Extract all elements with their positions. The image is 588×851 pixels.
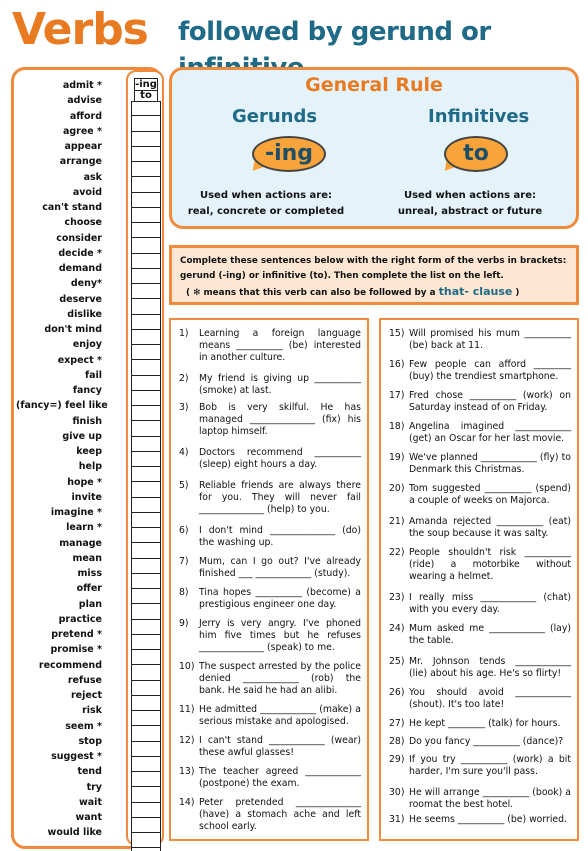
exercise-item <box>387 592 571 616</box>
verb-item: practice <box>58 613 102 625</box>
exercise-number: 24) <box>389 623 405 634</box>
exercise-item <box>177 704 361 728</box>
exercise-item <box>387 623 571 647</box>
verb-item: tend <box>77 766 102 778</box>
verb-item: arrange <box>59 156 102 168</box>
exercise-item <box>387 483 571 507</box>
exercise-sentence[interactable]: He seems __________ (be) worried. <box>409 814 568 825</box>
answer-box[interactable] <box>131 147 161 162</box>
page-subtitle: followed by gerund or <box>178 17 491 47</box>
exercise-number: 31) <box>389 814 405 825</box>
exercise-item <box>387 516 571 540</box>
exercise-item <box>387 390 571 414</box>
verb-item: decide * <box>58 247 102 259</box>
exercise-sentence[interactable]: The teacher agreed ____________ (postpone) the exam. <box>199 766 361 789</box>
exercise-sentence[interactable]: You should avoid ____________ (shout). It's too late! <box>409 687 571 710</box>
exercise-number: 17) <box>389 390 405 401</box>
answer-box[interactable] <box>131 803 161 818</box>
answer-box[interactable] <box>131 513 161 528</box>
exercise-sentence[interactable]: We've planned ____________ (fly) to Denmark this Christmas. <box>409 452 571 475</box>
verb-item: want <box>75 812 102 823</box>
answer-box[interactable] <box>131 696 161 711</box>
answer-boxes <box>131 101 161 851</box>
verb-item: choose <box>64 217 102 229</box>
answer-box[interactable] <box>131 330 161 345</box>
verb-item: deserve <box>59 293 102 305</box>
instructions-line: gerund (-ing) or infinitive (to). Then complete the list on the left. <box>180 271 504 281</box>
answer-box[interactable] <box>131 101 161 116</box>
verb-item: wait <box>79 796 102 808</box>
exercise-item <box>387 736 571 748</box>
exercise-item <box>177 402 361 438</box>
exercise-sentence[interactable]: Fred chose __________ (work) on Saturday instead of on Friday. <box>409 390 571 413</box>
answer-box[interactable] <box>131 833 161 848</box>
exercise-item <box>387 754 571 778</box>
answer-box[interactable] <box>131 604 161 619</box>
exercise-sentence[interactable]: Tom suggested __________ (spend) a couple of weeks on Majorca. <box>409 483 571 506</box>
answer-box[interactable] <box>131 345 161 360</box>
gerunds-heading: Gerunds <box>232 106 318 127</box>
answer-box[interactable] <box>131 132 161 147</box>
exercise-sentence[interactable]: Peter pretended ______________ (have) a stomach ache and left school early. <box>199 797 361 832</box>
exercise-number: 28) <box>389 736 405 747</box>
answer-box[interactable] <box>131 254 161 269</box>
exercise-sentence[interactable]: Few people can afford ________ (buy) the trendiest smartphone. <box>409 359 571 382</box>
gerund-desc-line: real, concrete or completed <box>187 206 345 217</box>
exercise-sentence[interactable]: I can't stand ____________ (wear) these awful glasses! <box>199 735 361 758</box>
answer-header <box>134 78 158 103</box>
answer-box[interactable] <box>131 665 161 680</box>
verb-item: admit * <box>62 80 102 91</box>
exercise-number: 16) <box>389 359 405 370</box>
exercise-number: 13) <box>179 766 195 777</box>
infinitive-speech-bubble: to <box>444 136 508 172</box>
exercise-item <box>177 480 361 516</box>
verb-item: finish <box>72 415 102 427</box>
verb-item: miss <box>77 568 102 579</box>
answer-box[interactable] <box>131 467 161 482</box>
note-prefix: ( ✻ means that this verb can also be followed by a <box>186 288 436 298</box>
answer-box[interactable] <box>131 543 161 558</box>
verb-item: imagine * <box>50 507 102 518</box>
exercise-sentence[interactable]: If you try __________ (work) a bit harder, I'm sure you'll pass. <box>409 754 571 777</box>
exercise-number: 25) <box>389 656 405 667</box>
exercise-sentence[interactable]: Learning a foreign language means __________ (be) interested in another culture. <box>199 328 361 363</box>
exercise-number: 20) <box>389 483 405 494</box>
general-rule-box <box>169 67 579 229</box>
exercise-item <box>387 547 571 583</box>
exercise-item <box>177 525 361 549</box>
answer-box[interactable] <box>131 193 161 208</box>
exercise-sentence[interactable]: People shouldn't risk __________ (ride) a motorbike without wearing a helmet. <box>409 547 571 582</box>
exercise-item <box>387 359 571 383</box>
verb-item: avoid <box>72 186 102 198</box>
answer-box[interactable] <box>131 406 161 421</box>
exercise-number: 7) <box>179 556 189 567</box>
answer-box[interactable] <box>131 498 161 513</box>
verb-item: deny* <box>70 278 102 290</box>
exercise-number: 19) <box>389 452 405 463</box>
verb-item: demand <box>58 263 102 274</box>
answer-box[interactable] <box>131 574 161 589</box>
verb-item: ask <box>83 171 102 183</box>
gerund-description <box>186 188 346 220</box>
exercise-item <box>387 656 571 680</box>
exercise-item <box>177 587 361 611</box>
exercise-number: 10) <box>179 661 195 672</box>
exercise-item <box>177 766 361 790</box>
exercise-sentence[interactable]: Amanda rejected __________ (eat) the soup because it was salty. <box>409 516 571 539</box>
exercise-number: 18) <box>389 421 405 432</box>
verb-item: give up <box>62 430 102 442</box>
exercise-item <box>387 687 571 711</box>
exercise-item <box>387 814 571 826</box>
verb-item: suggest * <box>51 751 102 762</box>
verb-item: hope * <box>67 476 102 488</box>
verb-item: reject <box>70 690 102 701</box>
verb-item: afford <box>69 110 102 122</box>
exercise-item <box>177 735 361 759</box>
answer-box[interactable] <box>131 391 161 406</box>
answer-box[interactable] <box>131 162 161 177</box>
answer-box[interactable] <box>131 818 161 833</box>
verb-item: recommend <box>38 659 102 671</box>
verb-item: stop <box>78 735 102 747</box>
exercise-sentence[interactable]: Do you fancy __________ (dance)? <box>409 736 564 747</box>
answer-box[interactable] <box>131 177 161 192</box>
exercise-item <box>177 661 361 697</box>
instructions-line: Complete these sentences below with the right form of the verbs in brackets: <box>180 256 567 266</box>
exercise-item <box>387 718 571 730</box>
answer-box[interactable] <box>131 787 161 802</box>
verb-item: enjoy <box>72 339 102 351</box>
gerund-speech-bubble: -ing <box>252 136 326 172</box>
exercise-item <box>387 787 571 811</box>
exercise-number: 3) <box>179 402 189 413</box>
answer-box[interactable] <box>131 650 161 665</box>
verb-item: agree * <box>62 125 102 137</box>
answer-box[interactable] <box>131 452 161 467</box>
answer-box[interactable] <box>131 238 161 253</box>
exercise-sentence[interactable]: Bob is very skilful. He has managed ______________ (fix) his laptop himself. <box>199 402 361 437</box>
gerund-desc-line: Used when actions are: <box>199 190 332 201</box>
answer-box[interactable] <box>131 421 161 436</box>
answer-box[interactable] <box>131 772 161 787</box>
exercise-column-right <box>379 318 579 841</box>
verb-item: dislike <box>67 308 102 320</box>
exercise-sentence[interactable]: He kept ________ (talk) for hours. <box>409 718 561 729</box>
exercise-sentence[interactable]: Reliable friends are always there for you. They will never fail ______________ (help) to you. <box>199 480 361 515</box>
exercise-column-left <box>169 318 369 841</box>
verb-item: can't stand <box>42 202 102 213</box>
answer-box[interactable] <box>131 726 161 741</box>
exercise-sentence[interactable]: He will arrange __________ (book) a roomat the best hotel. <box>409 787 571 810</box>
verb-item: fail <box>84 369 102 381</box>
answer-column <box>126 70 164 846</box>
answer-box[interactable] <box>131 482 161 497</box>
infinitives-heading: Infinitives <box>428 106 530 127</box>
answer-box[interactable] <box>131 635 161 650</box>
answer-box[interactable] <box>131 284 161 299</box>
exercise-sentence[interactable]: Tina hopes __________ (become) a prestigious engineer one day. <box>199 587 361 610</box>
exercise-item <box>177 373 361 397</box>
page-title: Verbs <box>12 4 148 55</box>
instructions-box <box>169 245 579 305</box>
exercise-number: 14) <box>179 797 195 808</box>
verb-item: plan <box>78 598 102 610</box>
verb-list <box>16 78 108 841</box>
exercise-sentence[interactable]: My friend is giving up __________ (smoke) at last. <box>199 373 361 396</box>
verb-item: invite <box>71 491 102 503</box>
exercise-item <box>177 328 361 364</box>
exercise-sentence[interactable]: Mum, can I go out? I've already finished ___ ____________ (study). <box>199 556 361 579</box>
answer-box[interactable] <box>131 589 161 604</box>
exercise-number: 6) <box>179 525 189 536</box>
instructions-note <box>180 284 568 301</box>
exercise-sentence[interactable]: Jerry is very angry. I've phoned him five times but he refuses ______________ (speak) to me. <box>199 618 361 653</box>
answer-box[interactable] <box>131 742 161 757</box>
verb-item: mean <box>72 552 102 564</box>
verb-item: promise * <box>50 644 102 656</box>
answer-box[interactable] <box>131 711 161 726</box>
answer-box[interactable] <box>131 528 161 543</box>
exercise-item <box>387 421 571 445</box>
exercise-item <box>387 328 571 352</box>
verb-item: refuse <box>67 674 102 686</box>
exercise-item <box>177 447 361 471</box>
exercise-number: 29) <box>389 754 405 765</box>
verb-item: appear <box>64 141 102 152</box>
answer-box[interactable] <box>131 681 161 696</box>
exercise-number: 11) <box>179 704 195 715</box>
answer-box[interactable] <box>131 315 161 330</box>
verb-item: help <box>78 461 102 473</box>
note-suffix: ) <box>512 288 520 298</box>
exercise-sentence[interactable]: Doctors recommend __________ (sleep) eight hours a day. <box>199 447 361 470</box>
exercise-number: 9) <box>179 618 189 629</box>
exercise-number: 30) <box>389 787 405 798</box>
answer-box[interactable] <box>131 299 161 314</box>
exercise-item <box>387 452 571 476</box>
verb-item: would like <box>47 827 102 839</box>
infinitive-desc-line: unreal, abstract or future <box>397 206 543 217</box>
answer-box[interactable] <box>131 208 161 223</box>
exercise-number: 1) <box>179 328 189 339</box>
exercise-sentence[interactable]: Angelina imagined ____________ (get) an Oscar for her last movie. <box>409 421 571 444</box>
exercise-number: 26) <box>389 687 405 698</box>
exercise-number: 15) <box>389 328 405 339</box>
answer-box[interactable] <box>131 223 161 238</box>
verb-item: manage <box>59 537 102 549</box>
exercise-item <box>177 797 361 833</box>
exercise-sentence[interactable]: Mr. Johnson tends ____________ (lie) about his age. He's so flirty! <box>409 656 571 679</box>
exercise-sentence[interactable]: The suspect arrested by the police denied ____________ (rob) the bank. He said he had an alibi. <box>199 661 361 696</box>
answer-header-to: to <box>140 90 152 101</box>
answer-header-ing: -ing <box>135 79 157 90</box>
verb-item: keep <box>76 446 102 457</box>
answer-box[interactable] <box>131 559 161 574</box>
verb-item: offer <box>76 583 102 595</box>
exercise-sentence[interactable]: Will promised his mum __________ (be) back at 11. <box>409 328 571 351</box>
exercise-number: 21) <box>389 516 405 527</box>
exercise-sentence[interactable]: I really miss ____________ (chat) with you every day. <box>409 592 571 615</box>
exercise-number: 8) <box>179 587 189 598</box>
verb-item: advise <box>67 95 102 107</box>
infinitive-desc-line: Used when actions are: <box>403 190 536 201</box>
verb-item: fancy <box>72 385 102 396</box>
verb-list-panel <box>11 67 163 849</box>
exercise-number: 4) <box>179 447 189 458</box>
exercise-number: 12) <box>179 735 195 746</box>
exercise-number: 27) <box>389 718 405 729</box>
answer-box[interactable] <box>131 757 161 772</box>
answer-box[interactable] <box>131 620 161 635</box>
answer-box[interactable] <box>131 437 161 452</box>
answer-box[interactable] <box>131 116 161 131</box>
exercise-sentence[interactable]: I don't mind ______________ (do) the washing up. <box>199 525 361 548</box>
infinitive-description <box>384 188 556 220</box>
that-clause-label: that- clause <box>438 285 513 298</box>
verb-item: seem * <box>65 720 102 732</box>
exercise-number: 2) <box>179 373 189 384</box>
exercise-number: 23) <box>389 592 405 603</box>
verb-item: try <box>86 781 102 793</box>
verb-item: don't mind <box>44 324 102 335</box>
verb-item: risk <box>82 705 102 717</box>
rule-title: General Rule <box>305 74 443 96</box>
answer-box[interactable] <box>131 269 161 284</box>
verb-item: learn * <box>66 522 102 534</box>
answer-box[interactable] <box>131 360 161 375</box>
answer-box[interactable] <box>131 376 161 391</box>
exercise-number: 22) <box>389 547 405 558</box>
exercise-item <box>177 618 361 654</box>
verb-item: (fancy=) feel like <box>16 400 108 412</box>
exercise-number: 5) <box>179 480 189 491</box>
verb-item: consider <box>56 232 102 244</box>
verb-item: expect * <box>57 354 102 366</box>
exercise-item <box>177 556 361 580</box>
exercise-sentence[interactable]: He admitted ____________ (make) a serious mistake and apologised. <box>199 704 361 727</box>
exercise-sentence[interactable]: Mum asked me ____________ (lay) the table. <box>409 623 571 646</box>
verb-item: pretend * <box>51 629 102 640</box>
